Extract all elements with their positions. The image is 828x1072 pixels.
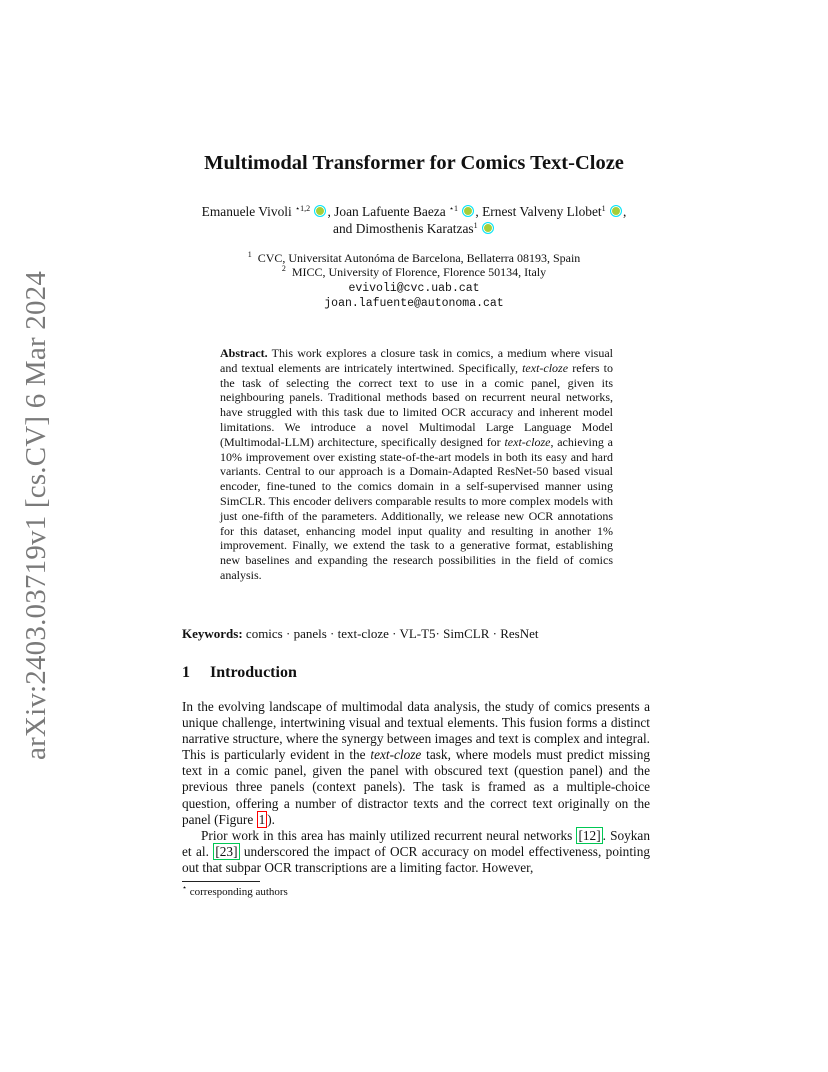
paragraph bbox=[182, 828, 650, 876]
paragraph-text: In the evolving landscape of multimodal data analysis, the study of comics presents a unique challenge, intertwining visual and textual elements. This fusion forms a distinct narrative structure, where the synergy between images and text is complex and integral. This is particularly evident in the bbox=[182, 699, 650, 763]
orcid-icon[interactable] bbox=[462, 205, 474, 217]
footnote-rule bbox=[182, 881, 260, 882]
footnote-text: corresponding authors bbox=[187, 886, 288, 898]
author-affil-mark: 1 bbox=[601, 204, 606, 213]
section-title: Introduction bbox=[210, 664, 297, 681]
orcid-icon[interactable] bbox=[610, 205, 622, 217]
affil-text: MICC, University of Florence, Florence 50134, Italy bbox=[291, 265, 547, 279]
author-line-1: Emanuele Vivoli $^{⋆1,2}$ , Joan Lafuente Baeza $^{⋆1}$ , Ernest Valveny Llobet$^1$ , bbox=[201, 204, 627, 219]
author-name: Emanuele Vivoli bbox=[201, 204, 292, 219]
intro-body bbox=[182, 699, 650, 876]
abstract-emphasis: text-cloze bbox=[504, 434, 551, 449]
orcid-icon[interactable] bbox=[482, 222, 494, 234]
footnote bbox=[182, 883, 288, 898]
citation-link[interactable]: [23] bbox=[215, 843, 238, 859]
affiliation-2 bbox=[0, 265, 828, 280]
keywords bbox=[182, 626, 652, 642]
affil-number: 1 bbox=[247, 250, 252, 259]
keywords-text: comics · panels · text-cloze · VL-T5· SimCLR · ResNet bbox=[242, 626, 539, 641]
paragraph-text: task, where models must predict missing text in a comic panel, given the panel with obscured text (question panel) and the previous three panels (context panels). The task is framed as a multiple-choice question, offering a number of distractor texts and the correct text originally on the panel (Figure bbox=[182, 747, 650, 827]
author-name: Ernest Valveny Llobet bbox=[482, 204, 602, 219]
abstract-text: , achieving a 10% improvement over existing state-of-the-art models in both its easy and hard variants. Central to our approach is a Domain-Adapted ResNet-50 based visual encoder, fine-tuned to the comics domain in a self-supervised manner using SimCLR. This encoder delivers comparable results to more complex models with just one-fifth of the parameters. Additionally, we release new OCR annotations for this dataset, enhancing model input quality and resulting in another 1% improvement. Finally, we extend the task to a generative format, establishing new baselines and expanding the research possibilities in the field of comics analysis. bbox=[220, 434, 613, 582]
author-affil-mark: ⋆1 bbox=[449, 204, 459, 213]
keywords-label: Keywords: bbox=[182, 626, 243, 641]
author-name: and Dimosthenis Karatzas bbox=[333, 221, 474, 236]
author-affil-mark: ⋆1,2 bbox=[295, 204, 311, 213]
abstract-text: refers to the task of selecting the correct text to use in a comic panel, given its neighbouring panels. Traditional methods based on recurrent neural networks, have struggled with this task due to limited OCR accuracy and inherent model limitations. We introduce a novel Multimodal Large Language Model (Multimodal-LLM) architecture, specifically designed for bbox=[220, 360, 613, 449]
paragraph-text: ). bbox=[267, 811, 276, 827]
emphasis: text-cloze bbox=[370, 747, 422, 763]
abstract-emphasis: text-cloze bbox=[522, 360, 569, 375]
section-heading bbox=[182, 664, 297, 682]
paragraph-text: underscored the impact of OCR accuracy on model effectiveness, pointing out that subpar OCR transcriptions are a limiting factor. However, bbox=[182, 843, 650, 875]
affil-number: 2 bbox=[281, 264, 286, 273]
author-affil-mark: 1 bbox=[473, 221, 478, 230]
email-1[interactable]: evivoli@cvc.uab.cat bbox=[348, 282, 480, 295]
figure-reference-link[interactable]: 1 bbox=[258, 811, 266, 827]
email-2[interactable]: joan.lafuente@autonoma.cat bbox=[324, 297, 504, 310]
section-number: 1 bbox=[182, 664, 190, 681]
paper-title: Multimodal Transformer for Comics Text-Cloze bbox=[204, 152, 624, 174]
paragraph-text: Prior work in this area has mainly utilized recurrent neural networks bbox=[201, 827, 577, 843]
footnote-mark: ⋆ bbox=[182, 883, 188, 892]
arxiv-stamp-text: arXiv:2403.03719v1 [cs.CV] 6 Mar 2024 bbox=[20, 270, 52, 760]
abstract-label: Abstract. bbox=[220, 346, 268, 360]
author-line-2 bbox=[0, 220, 828, 237]
affiliation-1 bbox=[0, 251, 828, 266]
author-name: Joan Lafuente Baeza bbox=[334, 204, 446, 219]
abstract bbox=[220, 346, 613, 583]
affil-text: CVC, Universitat Autonóma de Barcelona, Bellaterra 08193, Spain bbox=[257, 251, 581, 265]
orcid-icon[interactable] bbox=[314, 205, 326, 217]
paragraph bbox=[182, 699, 650, 828]
paragraph-text: . Soykan et al. bbox=[182, 827, 650, 859]
citation-link[interactable]: [12] bbox=[578, 827, 601, 843]
abstract-text: This work explores a closure task in comics, a medium where visual and textual elements are intricately intertwined. Specifically, bbox=[220, 346, 613, 375]
